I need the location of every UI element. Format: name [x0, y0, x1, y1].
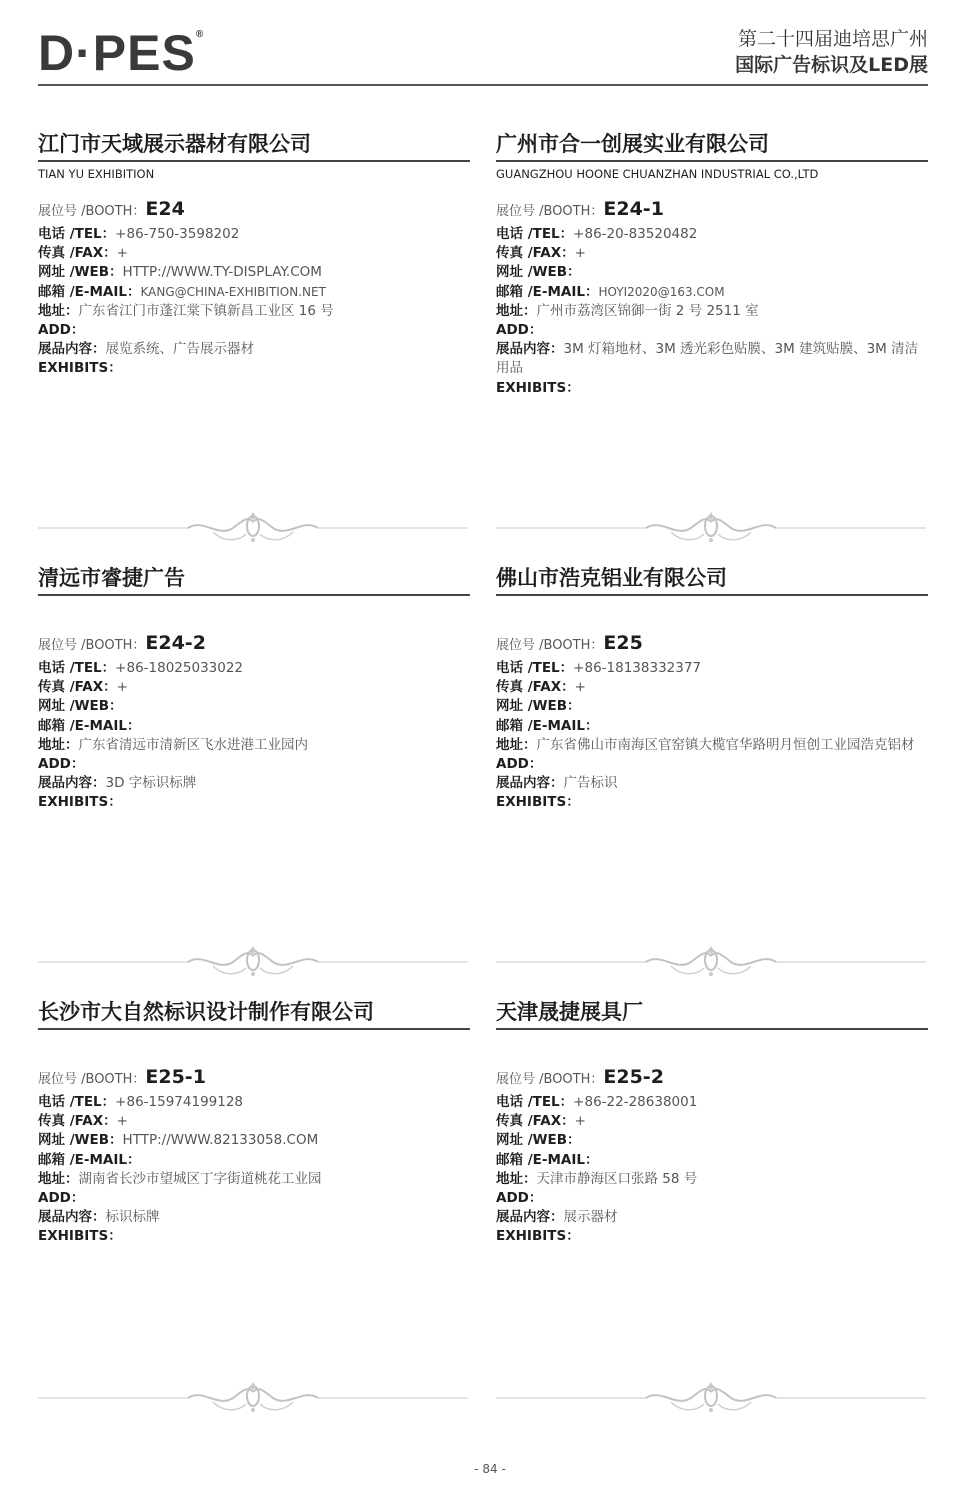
info-row-email [38, 1151, 470, 1170]
exhibitor-card [496, 998, 928, 1247]
info-row-tel [496, 659, 928, 678]
company-name: 佛山市浩克铝业有限公司 [496, 564, 928, 596]
email-label: 邮箱 /E-MAIL： [38, 1151, 141, 1168]
exhibits-cn-label: 展品内容： [496, 775, 564, 792]
exhibits-value: 3M 灯箱地材、3M 透光彩色贴膜、3M 建筑贴膜、3M 清洁用品 [496, 341, 919, 377]
ornament-graphic [38, 1378, 468, 1418]
fax-label: 传真 /FAX： [38, 679, 117, 696]
tel-value: +86-18138332377 [573, 660, 702, 676]
exhibits-en-label: EXHIBITS： [496, 379, 580, 396]
booth-label: 展位号 /BOOTH： [38, 204, 146, 219]
info-row-addr [38, 302, 470, 321]
fax-label: 传真 /FAX： [38, 245, 117, 262]
web-label: 网址 /WEB： [38, 698, 123, 715]
info-row-fax [38, 1112, 470, 1131]
info-row-tel [38, 225, 470, 244]
email-label: 邮箱 /E-MAIL： [38, 283, 141, 300]
tel-label: 电话 /TEL： [496, 660, 574, 676]
add-label: ADD： [496, 756, 543, 773]
fax-value: + [116, 679, 128, 696]
exhibits-cn-label: 展品内容： [496, 341, 564, 358]
exhibitor-card [38, 130, 470, 379]
exhibits-value: 展示器材 [563, 1209, 618, 1226]
info-row-addr [496, 1170, 928, 1189]
fax-label: 传真 /FAX： [496, 245, 575, 262]
company-name: 清远市睿捷广告 [38, 564, 470, 596]
exhibitor-card [496, 130, 928, 398]
addr-label: 地址： [38, 302, 79, 319]
ornament-graphic [496, 1378, 926, 1418]
web-label: 网址 /WEB： [496, 698, 581, 715]
ornament-graphic [38, 508, 468, 548]
email-label: 邮箱 /E-MAIL： [496, 1151, 599, 1168]
info-row-email [496, 717, 928, 736]
ornament-graphic [38, 942, 468, 982]
fax-value: + [116, 245, 128, 262]
info-row-exhibits-cn [496, 1208, 928, 1227]
web-value: HTTP://WWW.TY-DISPLAY.COM [122, 264, 322, 281]
web-label: 网址 /WEB： [496, 264, 581, 281]
info-row-exhibits-en [38, 1227, 470, 1246]
logo-text: D·PES [38, 25, 196, 81]
exhibitor-card [38, 564, 470, 813]
exhibitor-card [38, 998, 470, 1247]
addr-label: 地址： [496, 1170, 537, 1187]
address-value: 广东省清远市清新区飞水进港工业园内 [78, 736, 308, 753]
tel-value: +86-22-28638001 [573, 1094, 698, 1110]
exhibits-en-label: EXHIBITS： [38, 360, 122, 377]
add-label: ADD： [38, 756, 85, 773]
address-value: 广州市荔湾区锦御一街 2 号 2511 室 [536, 302, 759, 319]
info-row-addr [496, 302, 928, 321]
info-row-exhibits-en [496, 379, 928, 398]
info-row-tel [496, 1093, 928, 1112]
info-row-web [38, 697, 470, 716]
fax-value: + [574, 1113, 586, 1130]
info-row-web [38, 1131, 470, 1150]
fax-value: + [574, 245, 586, 262]
address-value: 湖南省长沙市望城区丁字街道桃花工业园 [78, 1170, 322, 1187]
email-value: HOYI2020@163.COM [598, 284, 725, 299]
ornament-divider [38, 1378, 468, 1418]
address-value: 广东省江门市蓬江棠下镇新昌工业区 16 号 [78, 302, 334, 319]
exhibits-en-label: EXHIBITS： [496, 1228, 580, 1245]
info-row-fax [496, 678, 928, 697]
info-row-tel [496, 225, 928, 244]
info-row-add [496, 321, 928, 340]
add-label: ADD： [496, 322, 543, 339]
tel-value: +86-15974199128 [115, 1094, 244, 1110]
booth-number: E24-2 [145, 632, 206, 654]
booth-label: 展位号 /BOOTH： [496, 1072, 604, 1087]
tel-value: +86-750-3598202 [115, 226, 240, 242]
info-row-web [38, 263, 470, 282]
info-row-exhibits-cn [496, 774, 928, 793]
email-label: 邮箱 /E-MAIL： [496, 283, 599, 300]
exhibits-cn-label: 展品内容： [38, 775, 106, 792]
web-label: 网址 /WEB： [38, 264, 123, 281]
exhibits-cn-label: 展品内容： [38, 1209, 106, 1226]
company-name: 天津晟捷展具厂 [496, 998, 928, 1030]
exhibits-cn-label: 展品内容： [496, 1209, 564, 1226]
email-label: 邮箱 /E-MAIL： [38, 717, 141, 734]
header-title [735, 26, 928, 78]
booth-label: 展位号 /BOOTH： [38, 638, 146, 653]
web-label: 网址 /WEB： [496, 1132, 581, 1149]
info-row-tel [38, 659, 470, 678]
booth-row [496, 630, 928, 659]
tel-value: +86-20-83520482 [573, 226, 698, 242]
exhibits-value: 展览系统、广告展示器材 [105, 341, 254, 358]
info-row-fax [496, 244, 928, 263]
booth-label: 展位号 /BOOTH： [38, 1072, 146, 1087]
info-row-tel [38, 1093, 470, 1112]
web-label: 网址 /WEB： [38, 1132, 123, 1149]
info-row-email [38, 717, 470, 736]
info-row-exhibits-cn [38, 340, 470, 359]
header-rule [38, 84, 928, 86]
exhibits-value: 标识标牌 [105, 1209, 160, 1226]
registered-mark: ® [195, 29, 205, 40]
logo [38, 25, 205, 81]
info-row-addr [496, 736, 928, 755]
info-row-fax [38, 678, 470, 697]
email-value: KANG@CHINA-EXHIBITION.NET [140, 284, 326, 299]
info-row-exhibits-en [38, 359, 470, 378]
company-english-name [496, 1034, 928, 1050]
exhibits-value: 广告标识 [563, 775, 618, 792]
booth-label: 展位号 /BOOTH： [496, 204, 604, 219]
info-row-exhibits-cn [38, 774, 470, 793]
info-row-add [38, 1189, 470, 1208]
company-english-name [38, 600, 470, 616]
info-row-exhibits-en [496, 793, 928, 812]
ornament-divider [38, 942, 468, 982]
company-english-name [38, 1034, 470, 1050]
addr-label: 地址： [496, 736, 537, 753]
info-row-add [496, 755, 928, 774]
web-value: HTTP://WWW.82133058.COM [122, 1132, 319, 1149]
add-label: ADD： [38, 1190, 85, 1207]
tel-label: 电话 /TEL： [38, 660, 116, 676]
booth-row [496, 196, 928, 225]
booth-row [38, 1064, 470, 1093]
ornament-graphic [496, 942, 926, 982]
ornament-divider [496, 942, 926, 982]
company-english-name: GUANGZHOU HOONE CHUANZHAN INDUSTRIAL CO.,LTD [496, 167, 819, 181]
booth-number: E25-2 [603, 1066, 664, 1088]
address-value: 天津市静海区口张路 58 号 [536, 1170, 698, 1187]
info-row-email [496, 1151, 928, 1170]
exhibits-en-label: EXHIBITS： [496, 794, 580, 811]
addr-label: 地址： [496, 302, 537, 319]
addr-label: 地址： [38, 736, 79, 753]
fax-label: 传真 /FAX： [496, 1113, 575, 1130]
tel-label: 电话 /TEL： [38, 1094, 116, 1110]
info-row-exhibits-cn [38, 1208, 470, 1227]
info-row-exhibits-cn [496, 340, 928, 378]
ornament-divider [496, 1378, 926, 1418]
info-row-exhibits-en [496, 1227, 928, 1246]
exhibits-en-label: EXHIBITS： [38, 1228, 122, 1245]
info-row-addr [38, 1170, 470, 1189]
info-row-add [496, 1189, 928, 1208]
tel-label: 电话 /TEL： [496, 1094, 574, 1110]
booth-number: E24-1 [603, 198, 664, 220]
tel-label: 电话 /TEL： [38, 226, 116, 242]
company-english-name: TIAN YU EXHIBITION [38, 167, 155, 181]
ornament-divider [38, 508, 468, 548]
page-number: - 84 - [474, 1462, 506, 1476]
info-row-web [496, 1131, 928, 1150]
exhibits-en-label: EXHIBITS： [38, 794, 122, 811]
fax-label: 传真 /FAX： [496, 679, 575, 696]
fax-label: 传真 /FAX： [38, 1113, 117, 1130]
tel-label: 电话 /TEL： [496, 226, 574, 242]
company-name: 长沙市大自然标识设计制作有限公司 [38, 998, 470, 1030]
fax-value: + [116, 1113, 128, 1130]
exhibitor-card [496, 564, 928, 813]
info-row-addr [38, 736, 470, 755]
info-row-exhibits-en [38, 793, 470, 812]
ornament-graphic [496, 508, 926, 548]
header-title-line1: 第二十四届迪培思广州 [737, 28, 928, 50]
info-row-add [38, 755, 470, 774]
company-name: 广州市合一创展实业有限公司 [496, 130, 928, 162]
booth-label: 展位号 /BOOTH： [496, 638, 604, 653]
add-label: ADD： [496, 1190, 543, 1207]
tel-value: +86-18025033022 [115, 660, 244, 676]
exhibits-value: 3D 字标识标牌 [105, 775, 197, 792]
add-label: ADD： [38, 322, 85, 339]
address-value: 广东省佛山市南海区官窑镇大榄官华路明月恒创工业园浩克铝材 [536, 736, 915, 753]
info-row-add [38, 321, 470, 340]
company-name: 江门市天域展示器材有限公司 [38, 130, 470, 162]
booth-number: E24 [145, 198, 185, 220]
fax-value: + [574, 679, 586, 696]
email-label: 邮箱 /E-MAIL： [496, 717, 599, 734]
booth-row [496, 1064, 928, 1093]
info-row-fax [38, 244, 470, 263]
info-row-email [496, 283, 928, 302]
header-title-line2: 国际广告标识及LED展 [735, 54, 928, 76]
booth-row [38, 630, 470, 659]
booth-number: E25 [603, 632, 643, 654]
info-row-email [38, 283, 470, 302]
info-row-fax [496, 1112, 928, 1131]
info-row-web [496, 263, 928, 282]
ornament-divider [496, 508, 926, 548]
addr-label: 地址： [38, 1170, 79, 1187]
booth-number: E25-1 [145, 1066, 206, 1088]
info-row-web [496, 697, 928, 716]
booth-row [38, 196, 470, 225]
company-english-name [496, 600, 928, 616]
exhibits-cn-label: 展品内容： [38, 341, 106, 358]
